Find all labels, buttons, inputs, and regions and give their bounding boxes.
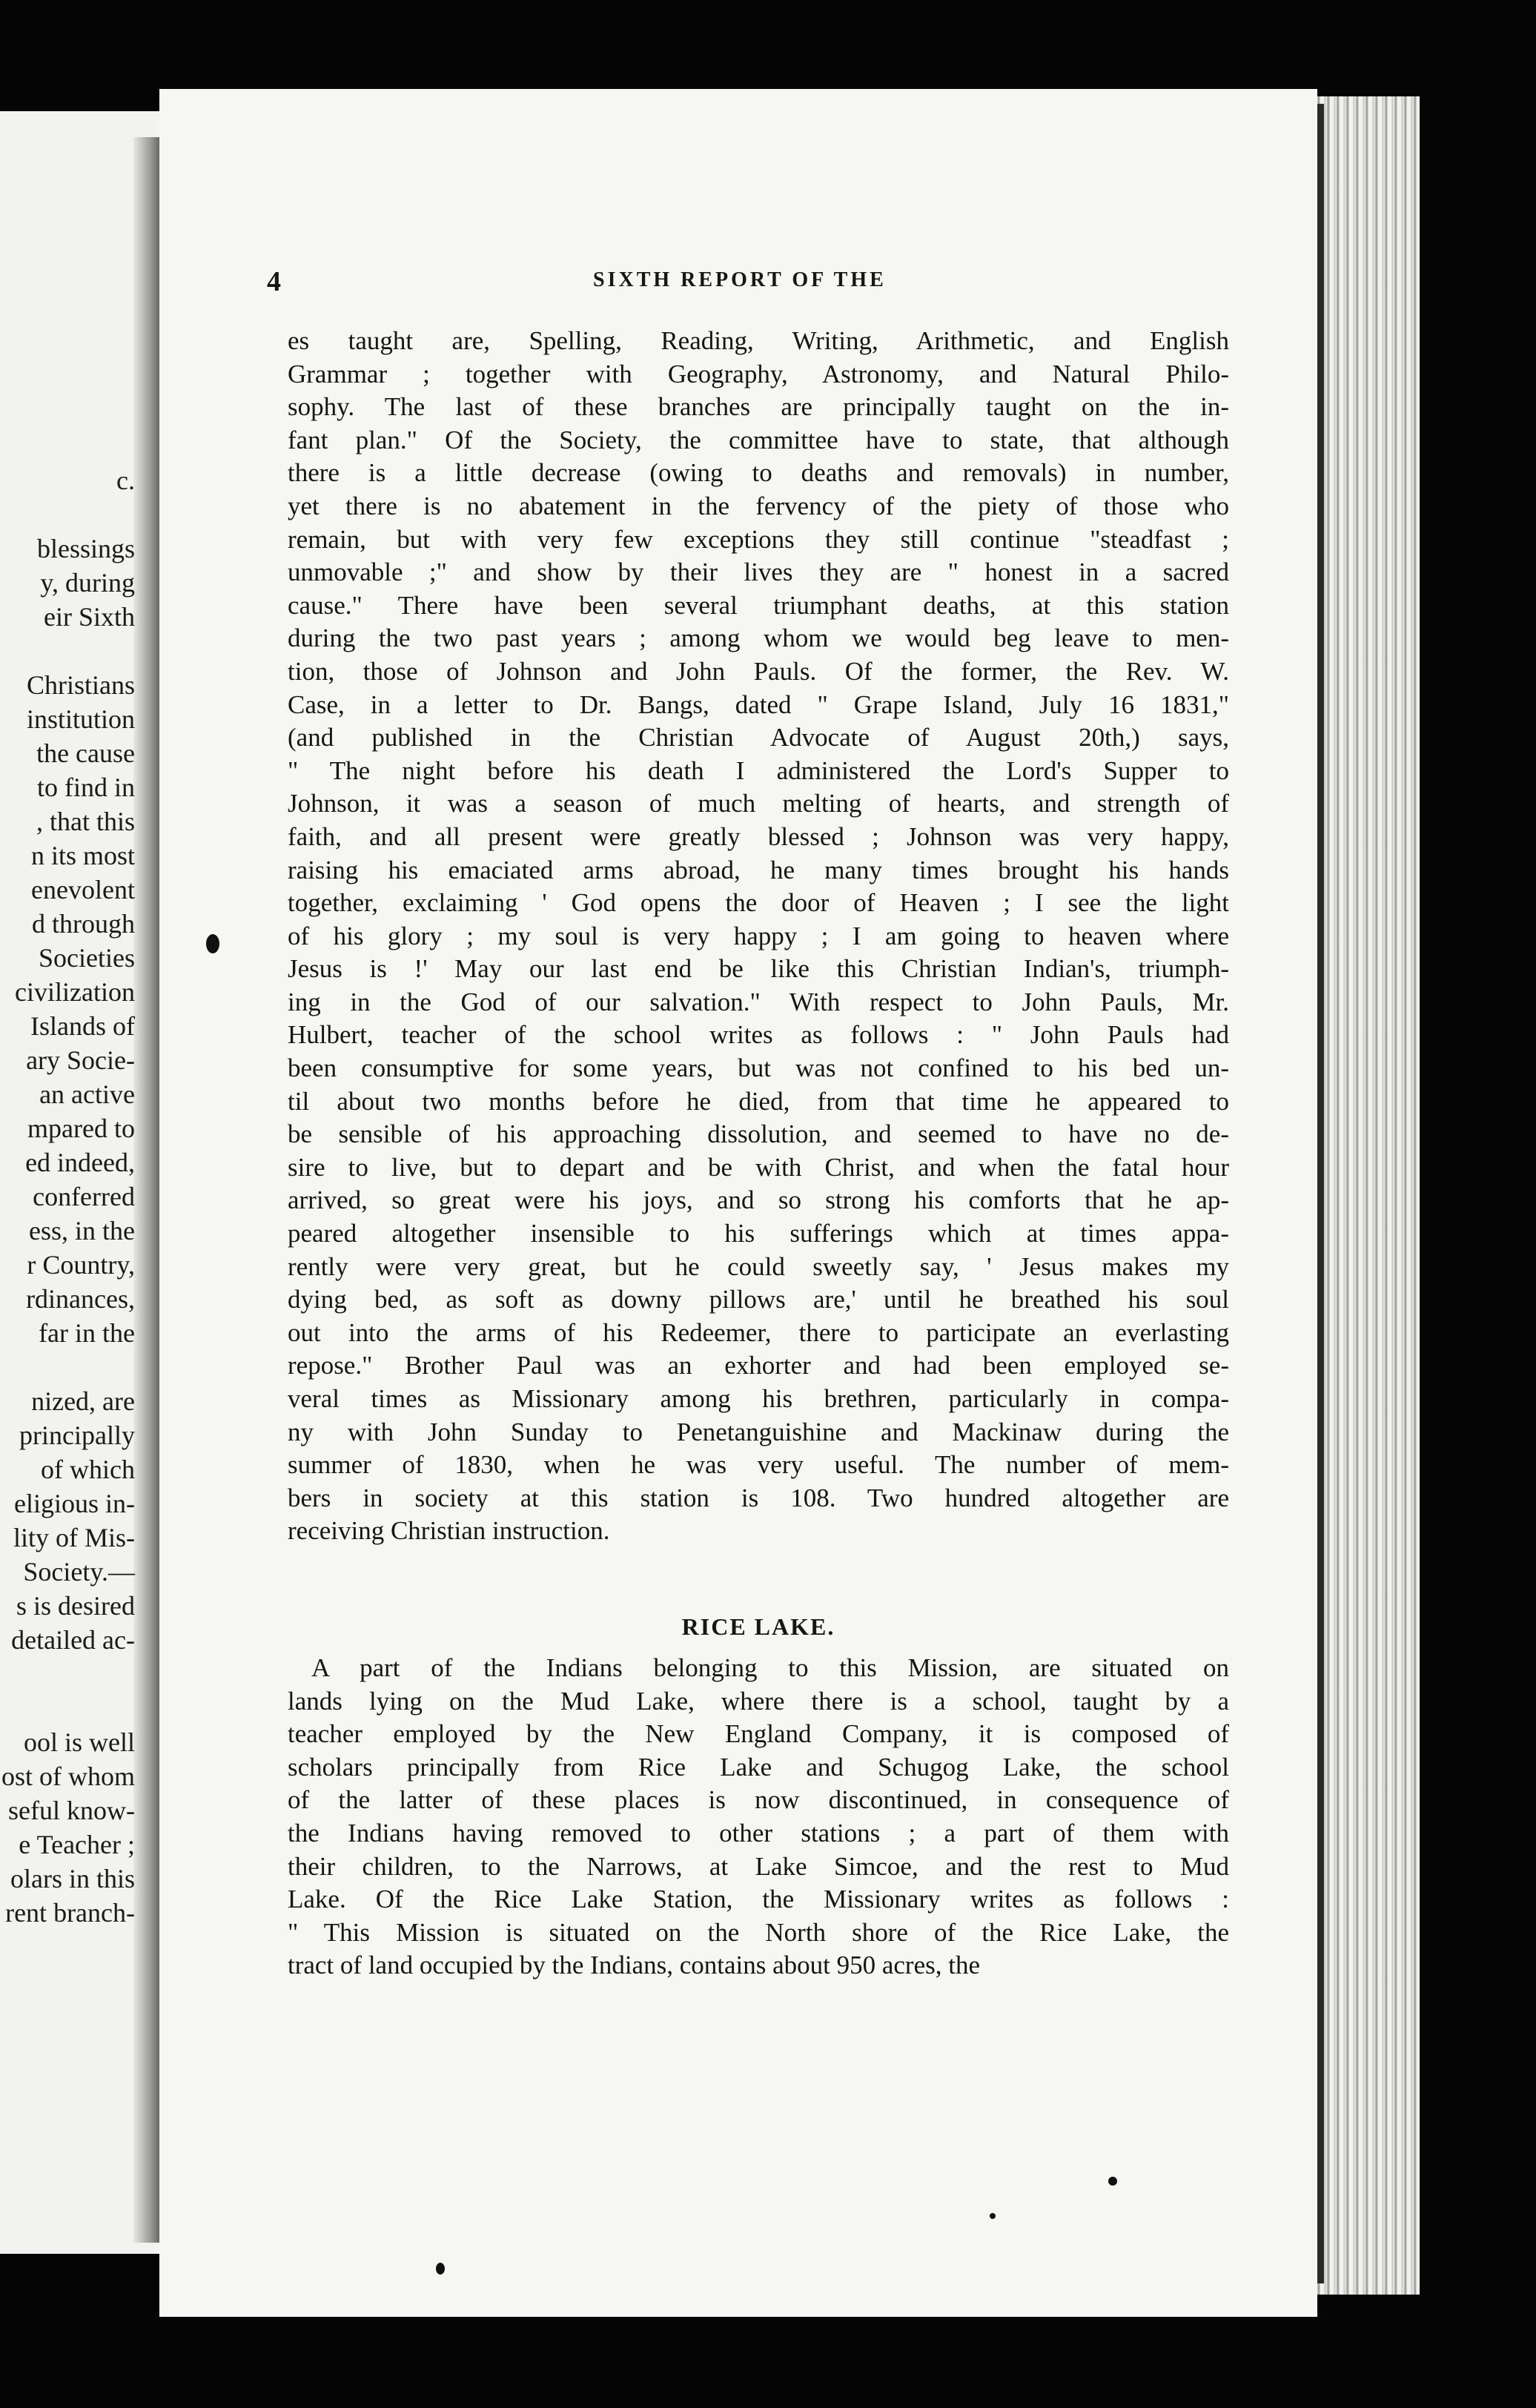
text-line: scholars principally from Rice Lake and Schugog Lake, the school bbox=[288, 1752, 1229, 1782]
text-line: bers in society at this station is 108. Two hundred altogether are bbox=[288, 1483, 1229, 1512]
text-line: their children, to the Narrows, at Lake Simcoe, and the rest to Mud bbox=[288, 1851, 1229, 1881]
text-line: unmovable ;" and show by their lives they are " honest in a sacred bbox=[288, 558, 1229, 587]
text-line: there is a little decrease (owing to deaths and removals) in number, bbox=[288, 458, 1229, 488]
facing-page-line: y, during bbox=[40, 568, 135, 598]
facing-page-line: to find in bbox=[37, 773, 135, 802]
text-line: til about two months before he died, from that time he appeared to bbox=[288, 1086, 1229, 1116]
scan-speck bbox=[206, 934, 219, 953]
facing-page-line: ost of whom bbox=[1, 1762, 135, 1791]
facing-page-line: lity of Mis- bbox=[13, 1523, 135, 1552]
text-line: remain, but with very few exceptions they still continue "steadfast ; bbox=[288, 524, 1229, 554]
text-line: Lake. Of the Rice Lake Station, the Missionary writes as follows : bbox=[288, 1885, 1229, 1914]
facing-page-line: an active bbox=[39, 1079, 135, 1109]
text-line: peared altogether insensible to his sufferings which at times appa- bbox=[288, 1219, 1229, 1248]
facing-page-line: civilization bbox=[15, 977, 135, 1007]
facing-page-line: , that this bbox=[36, 807, 135, 836]
facing-page-line: Christians bbox=[26, 670, 135, 700]
text-line: yet there is no abatement in the fervency of the piety of those who bbox=[288, 491, 1229, 520]
text-line: veral times as Missionary among his brethren, particularly in compa- bbox=[288, 1384, 1229, 1413]
facing-page-line: detailed ac- bbox=[11, 1625, 135, 1655]
text-line: tract of land occupied by the Indians, contains about 950 acres, the bbox=[288, 1951, 980, 1980]
text-line: " The night before his death I administered the Lord's Supper to bbox=[288, 755, 1229, 785]
text-line: out into the arms of his Redeemer, there to participate an everlasting bbox=[288, 1317, 1229, 1347]
text-line: ing in the God of our salvation." With respect to John Pauls, Mr. bbox=[288, 987, 1229, 1016]
facing-page-line: d through bbox=[32, 909, 135, 939]
text-line: of his glory ; my soul is very happy ; I am going to heaven where bbox=[288, 921, 1229, 950]
text-line: Jesus is !' May our last end be like this Christian Indian's, triumph- bbox=[288, 954, 1229, 984]
text-line: together, exclaiming ' God opens the door of Heaven ; I see the light bbox=[288, 888, 1229, 918]
page-number: 4 bbox=[267, 266, 281, 297]
facing-page-line: the cause bbox=[36, 738, 135, 768]
scan-speck bbox=[1108, 2177, 1117, 2186]
text-line: during the two past years ; among whom we would beg leave to men- bbox=[288, 624, 1229, 653]
text-line: lands lying on the Mud Lake, where there is a school, taught by a bbox=[288, 1686, 1229, 1716]
text-line: of the latter of these places is now discontinued, in consequence of bbox=[288, 1785, 1229, 1815]
text-line: Grammar ; together with Geography, Astronomy, and Natural Philo- bbox=[288, 359, 1229, 388]
text-line: be sensible of his approaching dissolution, and seemed to have no de- bbox=[288, 1119, 1229, 1149]
facing-page-line: Societies bbox=[39, 943, 135, 973]
text-line: faith, and all present were greatly blessed ; Johnson was very happy, bbox=[288, 821, 1229, 851]
text-line: Case, in a letter to Dr. Bangs, dated " Grape Island, July 16 1831," bbox=[288, 689, 1229, 719]
facing-page-line: ool is well bbox=[24, 1727, 135, 1757]
text-line: " This Mission is situated on the North shore of the Rice Lake, the bbox=[288, 1917, 1229, 1947]
facing-page-line: r Country, bbox=[27, 1250, 135, 1280]
facing-page-line: eir Sixth bbox=[44, 602, 135, 632]
facing-page-line: rdinances, bbox=[26, 1284, 135, 1314]
facing-page-line: institution bbox=[26, 704, 135, 734]
facing-page-line: ary Socie- bbox=[26, 1045, 135, 1075]
facing-page-line: eligious in- bbox=[14, 1489, 135, 1518]
text-line: es taught are, Spelling, Reading, Writing, Arithmetic, and English bbox=[288, 326, 1229, 355]
scan-speck bbox=[436, 2263, 445, 2275]
text-line: rently were very great, but he could sweetly say, ' Jesus makes my bbox=[288, 1251, 1229, 1281]
facing-page-line: olars in this bbox=[10, 1864, 135, 1893]
facing-page-line: blessings bbox=[36, 534, 135, 563]
text-line: repose." Brother Paul was an exhorter and had been employed se- bbox=[288, 1351, 1229, 1380]
running-head: SIXTH REPORT OF THE bbox=[593, 268, 887, 291]
text-line: Johnson, it was a season of much melting of hearts, and strength of bbox=[288, 789, 1229, 818]
facing-page-line: s is desired bbox=[16, 1591, 135, 1621]
text-line: been consumptive for some years, but was not confined to his bed un- bbox=[288, 1054, 1229, 1083]
facing-page-line: mpared to bbox=[27, 1114, 135, 1143]
facing-page-line: ess, in the bbox=[29, 1216, 135, 1246]
text-line: sire to live, but to depart and be with Christ, and when the fatal hour bbox=[288, 1152, 1229, 1182]
page-header bbox=[267, 265, 1208, 300]
text-line: raising his emaciated arms abroad, he many times brought his hands bbox=[288, 855, 1229, 884]
paragraph-2 bbox=[288, 1652, 1229, 1982]
text-line: tion, those of Johnson and John Pauls. Of the former, the Rev. W. bbox=[288, 656, 1229, 686]
facing-page-line: nized, are bbox=[31, 1386, 135, 1416]
facing-page-line: rent branch- bbox=[5, 1898, 135, 1928]
facing-page-line: e Teacher ; bbox=[19, 1830, 135, 1859]
facing-page-line: far in the bbox=[39, 1318, 135, 1348]
text-line: (and published in the Christian Advocate of August 20th,) says, bbox=[288, 723, 1229, 752]
paragraph-1 bbox=[288, 325, 1229, 1548]
text-line: teacher employed by the New England Company, it is composed of bbox=[288, 1719, 1229, 1749]
facing-page-line: n its most bbox=[30, 841, 135, 870]
text-line: dying bed, as soft as downy pillows are,' until he breathed his soul bbox=[288, 1285, 1229, 1314]
facing-page-line: conferred bbox=[33, 1182, 135, 1211]
facing-page-line: ed indeed, bbox=[25, 1148, 135, 1177]
scan-speck bbox=[990, 2213, 996, 2219]
text-line: arrived, so great were his joys, and so strong his comforts that he ap- bbox=[288, 1185, 1229, 1215]
text-line: summer of 1830, when he was very useful. The number of mem- bbox=[288, 1450, 1229, 1480]
facing-page-line: enevolent bbox=[31, 875, 135, 904]
text-line: cause." There have been several triumphant deaths, at this station bbox=[288, 590, 1229, 620]
facing-page-line: Society.— bbox=[23, 1557, 135, 1587]
text-line: A part of the Indians belonging to this Mission, are situated on bbox=[311, 1653, 1229, 1682]
text-line: receiving Christian instruction. bbox=[288, 1516, 610, 1546]
section-heading-rice-lake: RICE LAKE. bbox=[681, 1613, 835, 1640]
text-line: ny with John Sunday to Penetanguishine and Mackinaw during the bbox=[288, 1417, 1229, 1446]
text-line: sophy. The last of these branches are principally taught on the in- bbox=[288, 392, 1229, 422]
facing-page-line: of which bbox=[41, 1455, 135, 1484]
facing-page-line: c. bbox=[116, 466, 135, 495]
text-line: fant plan." Of the Society, the committee have to state, that although bbox=[288, 425, 1229, 454]
facing-page-line: principally bbox=[19, 1420, 135, 1450]
facing-page-line: Islands of bbox=[30, 1011, 135, 1041]
text-line: the Indians having removed to other stations ; a part of them with bbox=[288, 1818, 1229, 1848]
text-line: Hulbert, teacher of the school writes as follows : " John Pauls had bbox=[288, 1020, 1229, 1050]
facing-page-line: seful know- bbox=[8, 1796, 135, 1825]
